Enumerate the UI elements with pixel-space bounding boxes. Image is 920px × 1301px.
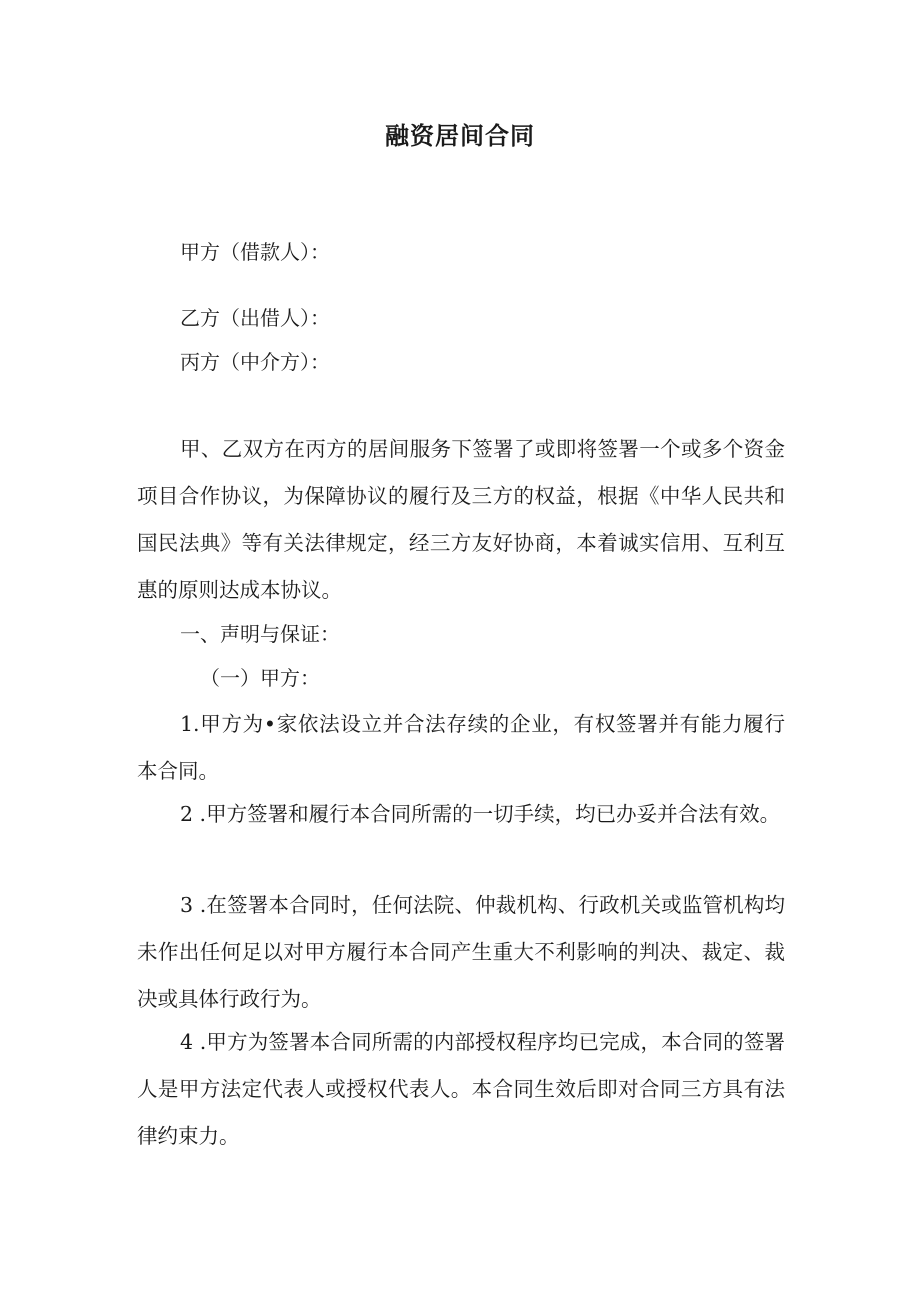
subsection-heading: （一）甲方： [200, 666, 320, 690]
clause-2: 2 .甲方签署和履行本合同所需的一切手续，均已办妥并合法有效。 [180, 802, 781, 826]
document-title: 融资居间合同 [385, 122, 535, 150]
clause-1: 1.甲方为•家依法设立并合法存续的企业，有权签署并有能力履行本合同。 [137, 712, 785, 783]
party-b-label: 乙方（出借人）： [180, 306, 330, 330]
party-c-label: 丙方（中介方）： [180, 350, 330, 374]
clause-3: 3 .在签署本合同时，任何法院、仲裁机构、行政机关或监管机构均未作出任何足以对甲方履行本合同产生重大不利影响的判决、裁定、裁决或具体行政行为。 [137, 893, 785, 1011]
clause-4: 4 .甲方为签署本合同所需的内部授权程序均已完成，本合同的签署人是甲方法定代表人或授权代表人。本合同生效后即对合同三方具有法律约束力。 [137, 1030, 785, 1148]
party-a-label: 甲方（借款人）： [180, 240, 330, 264]
preamble-paragraph: 甲、乙双方在丙方的居间服务下签署了或即将签署一个或多个资金项目合作协议，为保障协议的履行及三方的权益，根据《中华人民共和国民法典》等有关法律规定，经三方友好协商，本着诚实信用、互利互惠的原则达成本协议。 [137, 437, 785, 602]
section-heading: 一、声明与保证： [180, 622, 340, 646]
